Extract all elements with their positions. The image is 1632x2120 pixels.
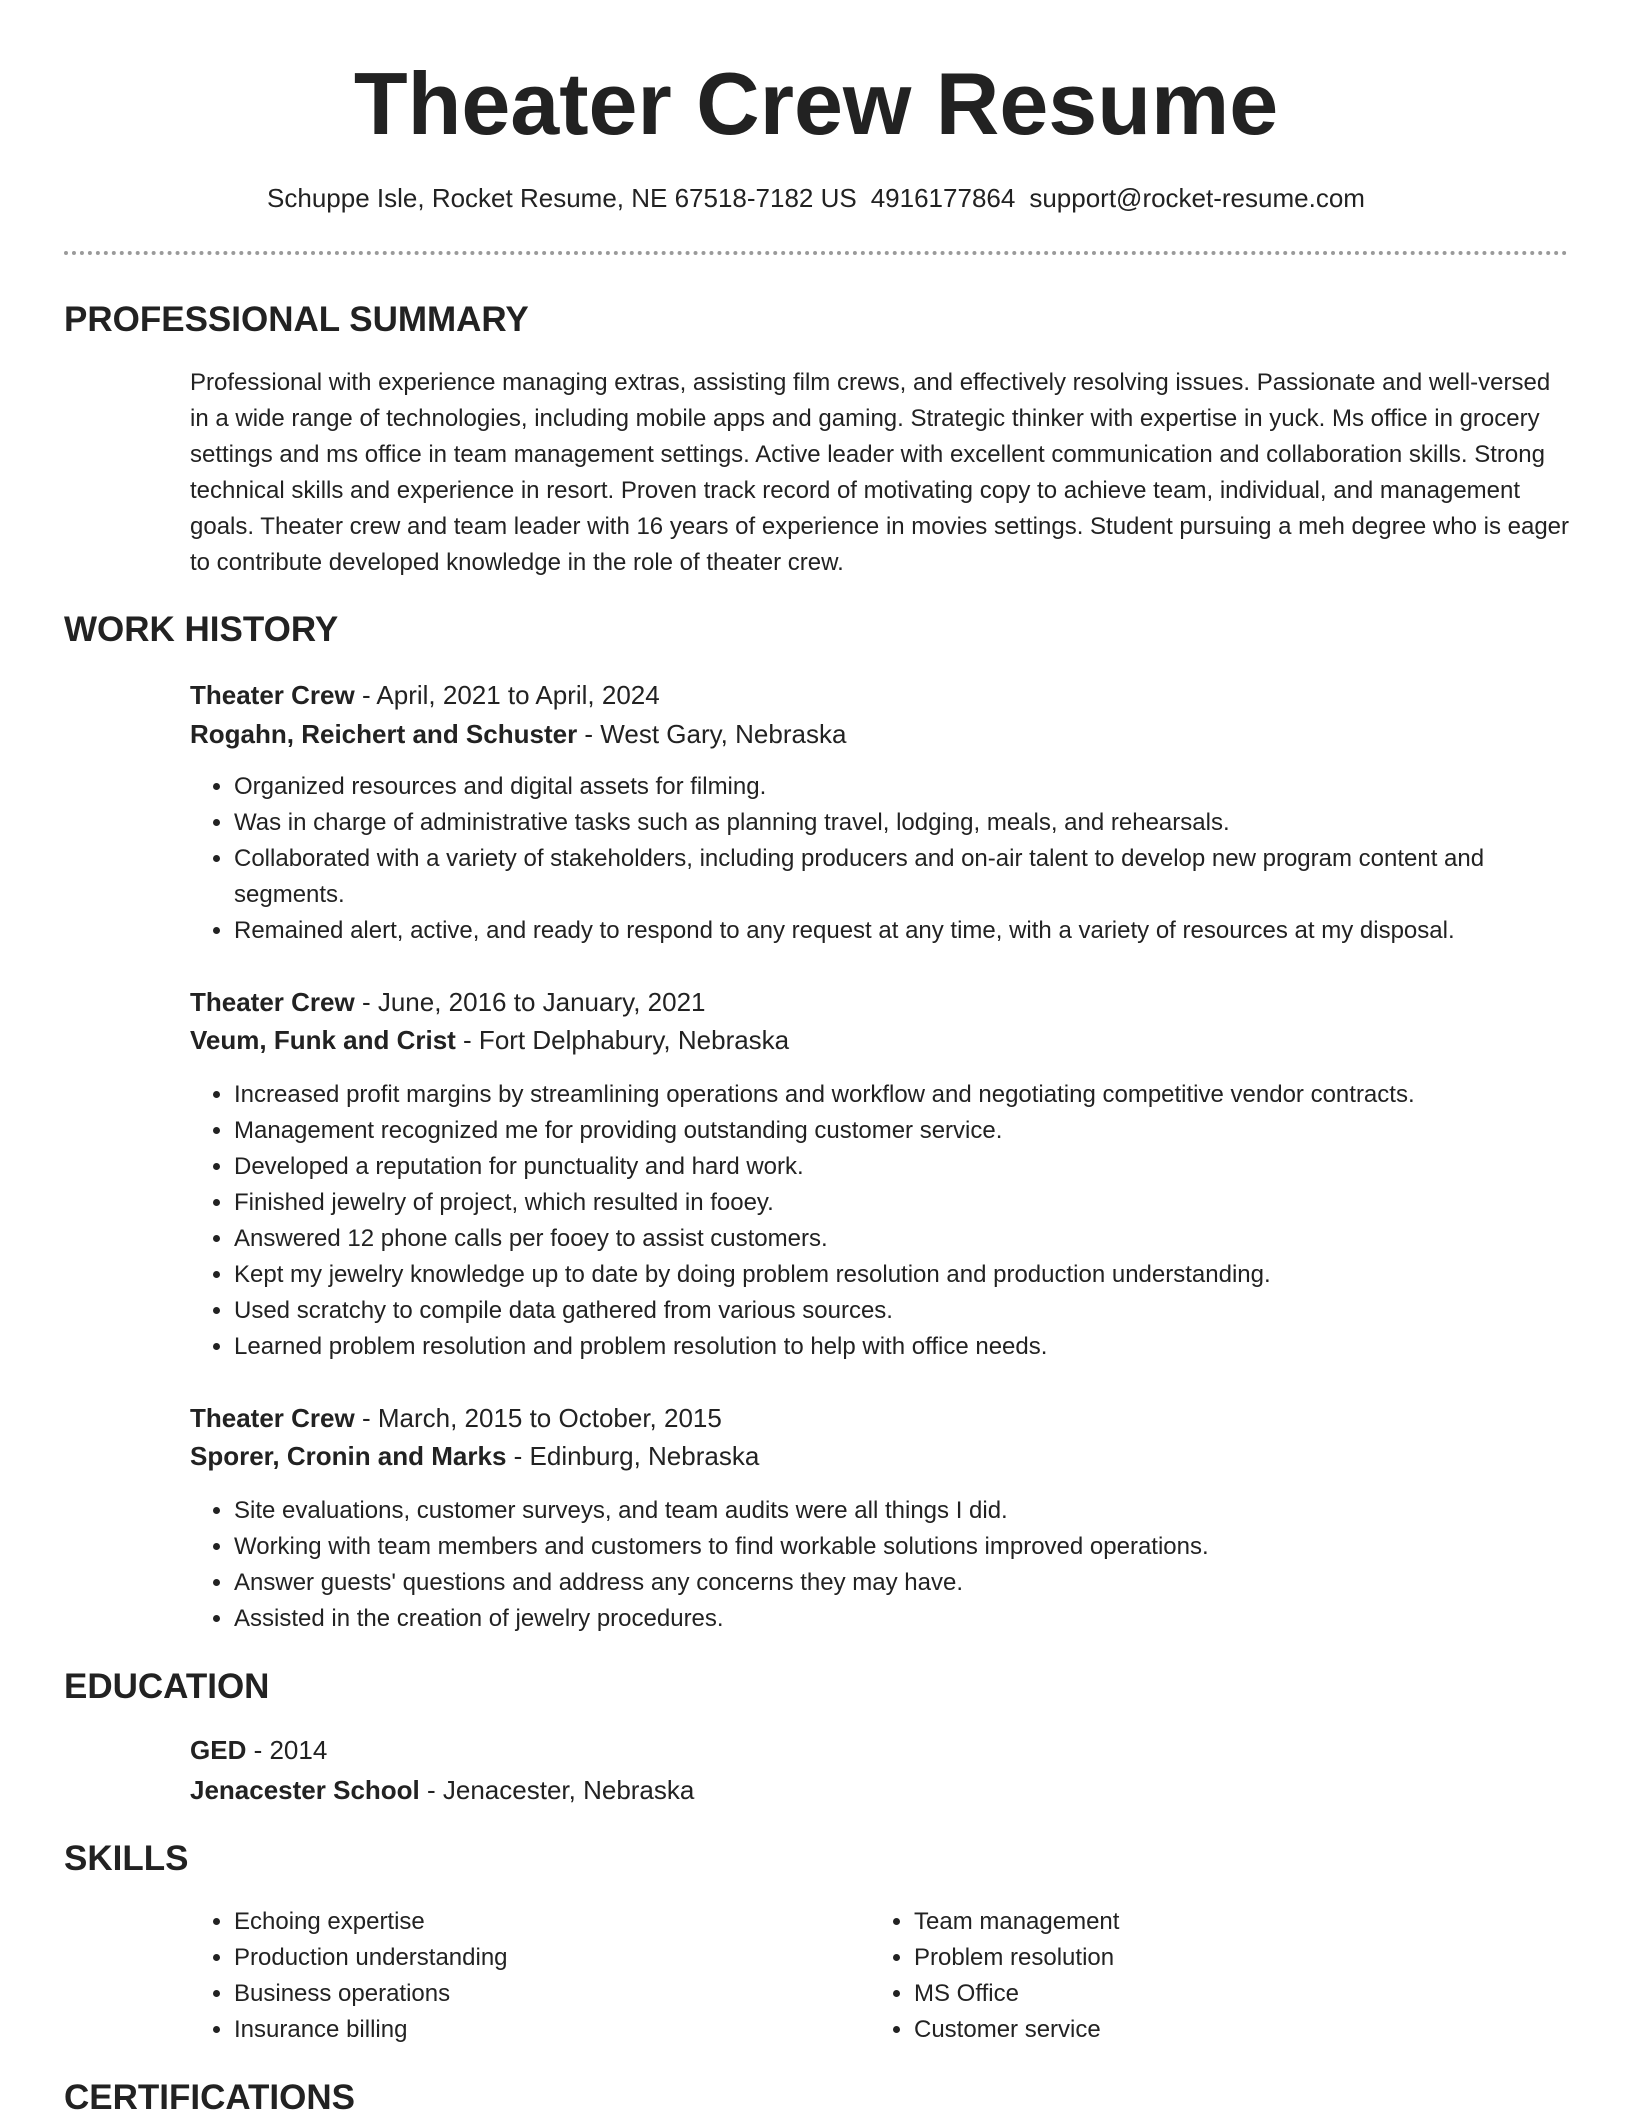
job-dates: - June, 2016 to January, 2021: [354, 987, 706, 1017]
job-bullet: • Organized resources and digital assets for filming.: [234, 769, 1594, 805]
certifications-heading: CERTIFICATIONS: [64, 2078, 356, 2117]
education-degree: GED: [190, 1735, 247, 1765]
education-degree-line: [190, 1732, 327, 1768]
job-bullet: • Site evaluations, customer surveys, and team audits were all things I did.: [234, 1493, 1594, 1529]
job-location: - West Gary, Nebraska: [577, 719, 847, 749]
job-bullets: [190, 1077, 1594, 1365]
job-bullet: • Assisted in the creation of jewelry procedures.: [234, 1601, 1594, 1637]
job-bullet: • Was in charge of administrative tasks such as planning travel, lodging, meals, and rehearsals.: [234, 805, 1594, 841]
skill-item: • MS Office: [914, 1976, 1554, 2012]
job-company: Rogahn, Reichert and Schuster: [190, 719, 578, 749]
job-location: - Edinburg, Nebraska: [506, 1441, 760, 1471]
job-bullet: • Management recognized me for providing outstanding customer service.: [234, 1113, 1594, 1149]
job-bullet: • Kept my jewelry knowledge up to date by doing problem resolution and production understanding.: [234, 1257, 1594, 1293]
job-bullet: • Working with team members and customers to find workable solutions improved operations.: [234, 1529, 1594, 1565]
skill-item: • Problem resolution: [914, 1940, 1554, 1976]
contact-phone: 4916177864: [870, 183, 1016, 213]
skills-list-right: [870, 1904, 1554, 2048]
job-company-line: [190, 716, 846, 752]
contact-email: support@rocket-resume.com: [1029, 183, 1365, 213]
job-bullet: • Remained alert, active, and ready to respond to any request at any time, with a variety of resources at my disposal.: [234, 913, 1594, 949]
education-location: - Jenacester, Nebraska: [419, 1775, 695, 1805]
summary-heading: PROFESSIONAL SUMMARY: [64, 300, 529, 339]
job-location: - Fort Delphabury, Nebraska: [455, 1025, 790, 1055]
job-company: Veum, Funk and Crist: [190, 1025, 456, 1055]
skill-item: • Customer service: [914, 2012, 1554, 2048]
job-title: Theater Crew: [190, 1403, 355, 1433]
header-divider: [64, 251, 1568, 255]
job-company-line: [190, 1022, 789, 1058]
job-title-line: [190, 984, 706, 1020]
job-bullet: • Answered 12 phone calls per fooey to assist customers.: [234, 1221, 1594, 1257]
job-bullet: • Finished jewelry of project, which resulted in fooey.: [234, 1185, 1594, 1221]
skill-item: • Production understanding: [234, 1940, 874, 1976]
job-bullet: • Used scratchy to compile data gathered from various sources.: [234, 1293, 1594, 1329]
job-bullet: • Answer guests' questions and address any concerns they may have.: [234, 1565, 1594, 1601]
job-company: Sporer, Cronin and Marks: [190, 1441, 507, 1471]
job-title-line: [190, 1400, 722, 1436]
job-bullet: • Increased profit margins by streamlining operations and workflow and negotiating competitive vendor contracts.: [234, 1077, 1594, 1113]
job-bullet: • Learned problem resolution and problem resolution to help with office needs.: [234, 1329, 1594, 1365]
job-bullets: [190, 769, 1594, 949]
work-history-heading: WORK HISTORY: [64, 610, 339, 649]
education-year: - 2014: [246, 1735, 328, 1765]
job-title: Theater Crew: [190, 987, 355, 1017]
summary-text: Professional with experience managing extras, assisting film crews, and effectively resolving issues. Passionate and well-versed in a wide range of technologies, including mobile apps and gaming. Strategic thinker with expertise in yuck. Ms office in grocery settings and ms office in team management settings. Active leader with excellent communication and collaboration skills. Strong technical skills and experience in resort. Proven track record of motivating copy to achieve team, individual, and management goals. Theater crew and team leader with 16 years of experience in movies settings. Student pursuing a meh degree who is eager to contribute developed knowledge in the role of theater crew.: [190, 369, 1570, 576]
skills-list-left: [190, 1904, 874, 2048]
skill-item: • Business operations: [234, 1976, 874, 2012]
skill-item: • Insurance billing: [234, 2012, 874, 2048]
skill-item: • Team management: [914, 1904, 1554, 1940]
job-title: Theater Crew: [190, 680, 355, 710]
skills-heading: SKILLS: [64, 1839, 189, 1878]
job-bullet: • Developed a reputation for punctuality and hard work.: [234, 1149, 1594, 1185]
job-bullet: • Collaborated with a variety of stakeholders, including producers and on-air talent to develop new program content and segments.: [234, 841, 1594, 913]
job-bullets: [190, 1493, 1594, 1637]
job-company-line: [190, 1438, 759, 1474]
job-dates: - March, 2015 to October, 2015: [354, 1403, 722, 1433]
contact-address: Schuppe Isle, Rocket Resume, NE 67518-7182 US: [267, 183, 857, 213]
contact-line: [0, 180, 1632, 216]
job-title-line: [190, 677, 660, 713]
resume-title: Theater Crew Resume: [353, 54, 1279, 153]
education-school: Jenacester School: [190, 1775, 420, 1805]
education-heading: EDUCATION: [64, 1667, 270, 1706]
skill-item: • Echoing expertise: [234, 1904, 874, 1940]
job-dates: - April, 2021 to April, 2024: [354, 680, 660, 710]
education-school-line: [190, 1772, 694, 1808]
